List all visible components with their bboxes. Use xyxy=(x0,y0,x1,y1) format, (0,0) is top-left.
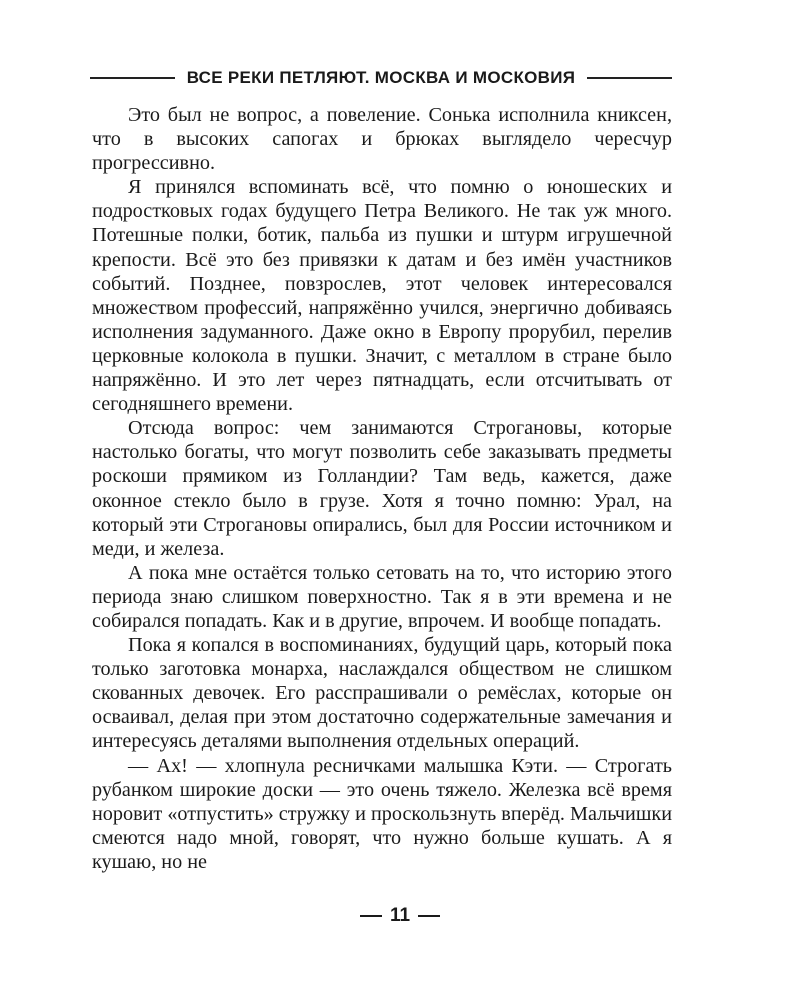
paragraph: А пока мне остаётся только сетовать на то, что историю этого периода знаю слишком поверхностно. Так я в эти времена и не собирался попадать. Как и в другие, впрочем. И вообще попадать. xyxy=(92,561,672,632)
paragraph: Я принялся вспоминать всё, что помню о юношеских и подростковых годах будущего Петра Великого. Не так уж много. Потешные полки, ботик, пальба из пушки и штурм игрушечной крепости. Всё это без привязки к датам и без имён участников событий. Позднее, повзрослев, этот человек интересовался множеством профессий, напряжённо учился, энергично добиваясь исполнения задуманного. Даже окно в Европу прорубил, перелив церковные колокола в пушки. Значит, с металлом в стране было напряжённо. И это лет через пятнадцать, если отсчитывать от сегодняшнего времени. xyxy=(92,176,672,416)
page-number: 11 xyxy=(389,905,411,926)
running-title: ВСЕ РЕКИ ПЕТЛЯЮТ. МОСКВА И МОСКОВИЯ xyxy=(186,68,576,87)
paragraph: Это был не вопрос, а повеление. Сонька исполнила книксен, что в высоких сапогах и брюках выглядело чересчур прогрессивно. xyxy=(92,104,672,175)
header-rule-right xyxy=(587,77,672,79)
paragraph: — Ах! — хлопнула ресничками малышка Кэти. — Строгать рубанком широкие доски — это очень тяжело. Железка всё время норовит «отпустить» стружку и проскользнуть вперёд. Мальчишки смеются надо мной, говорят, что нужно больше кушать. А я кушаю, но не xyxy=(92,754,672,873)
folio-dash-left xyxy=(360,915,382,917)
paragraph: Отсюда вопрос: чем занимаются Строгановы, которые настолько богаты, что могут позволить себе заказывать предметы роскоши прямиком из Голландии? Там ведь, кажется, даже оконное стекло было в грузе. Хотя я точно помню: Урал, на который эти Строгановы опирались, был для России источником и меди, и железа. xyxy=(92,417,672,560)
page-number-footer xyxy=(0,905,800,927)
folio-dash-right xyxy=(418,915,440,917)
body-text xyxy=(92,103,672,874)
paragraph: Пока я копался в воспоминаниях, будущий царь, который пока только заготовка монарха, наслаждался обществом не слишком скованных девочек. Его расспрашивали о ремёслах, которые он осваивал, делая при этом достаточно содержательные замечания и интересуясь деталями выполнения отдельных операций. xyxy=(92,634,672,753)
header-rule-left xyxy=(90,77,175,79)
running-header xyxy=(90,66,672,90)
